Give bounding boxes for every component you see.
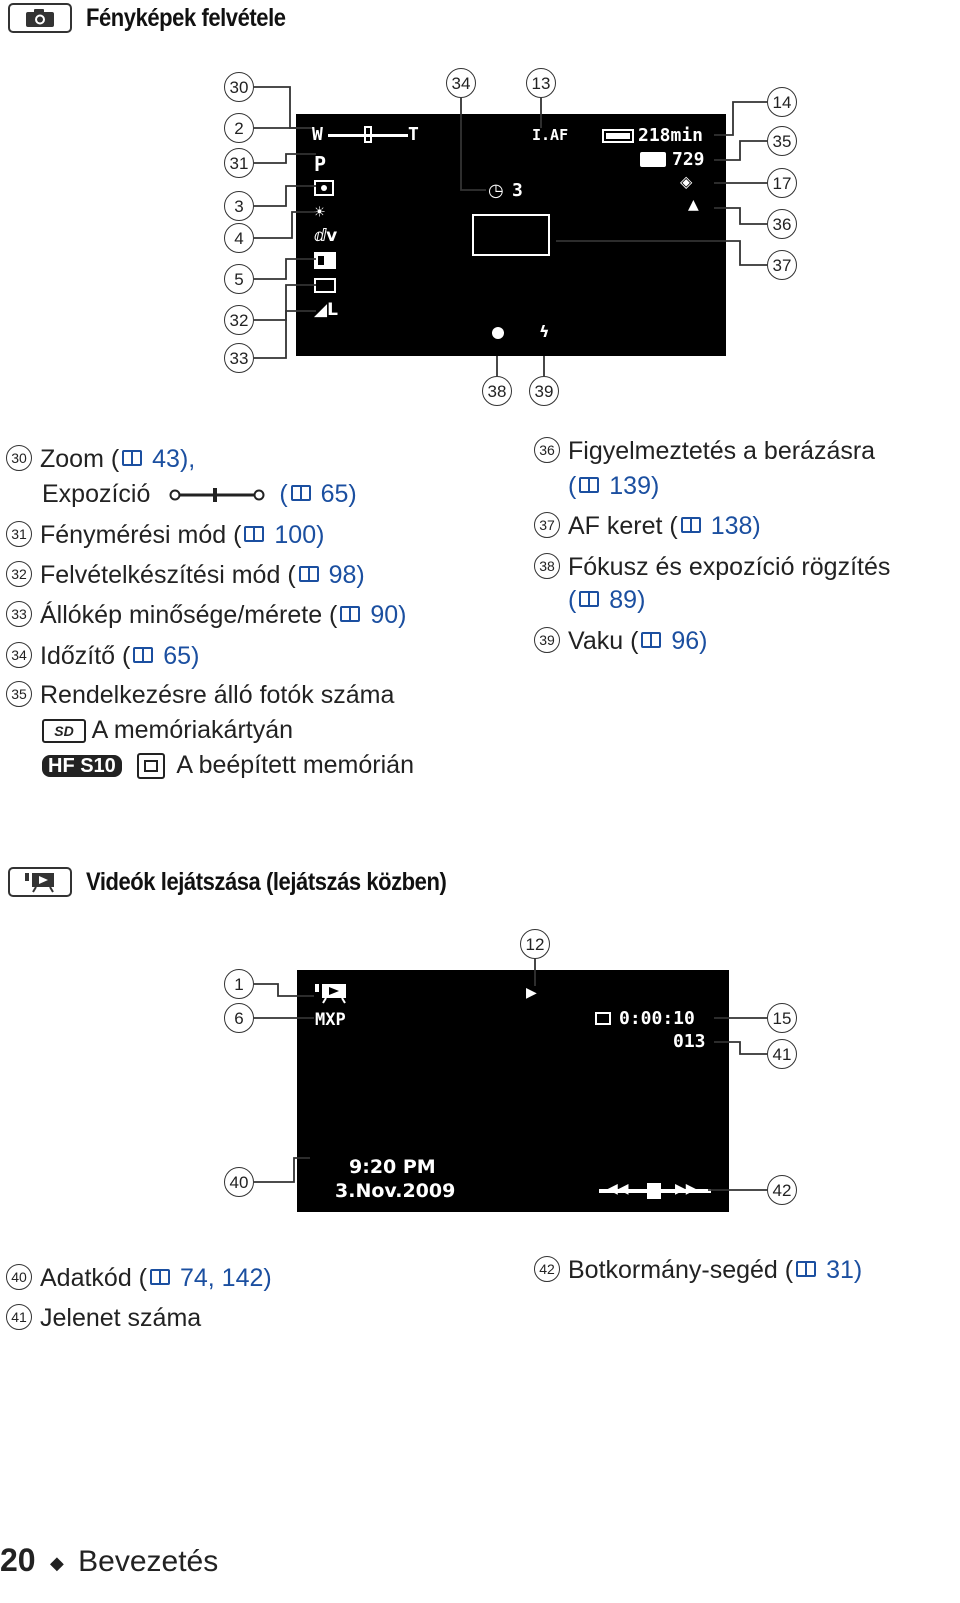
photo-count: 729 xyxy=(672,149,705,170)
book-icon xyxy=(340,606,360,622)
rewind-icon: ◀◀ xyxy=(607,1181,629,1197)
callout-34: 34 xyxy=(446,68,476,98)
legend-item-data-code: 40 Adatkód ( 74, 142) xyxy=(6,1266,272,1292)
callout-41: 41 xyxy=(767,1039,797,1069)
legend-item-recording-program: 32 Felvételkészítési mód ( 98) xyxy=(6,563,365,589)
legend-item-flash: 39 Vaku ( 96) xyxy=(534,629,708,655)
callout-1: 1 xyxy=(224,969,254,999)
white-balance-icon: ☀ xyxy=(314,202,325,223)
callout-40: 40 xyxy=(224,1167,254,1197)
model-badge: HF S10 xyxy=(42,755,122,777)
callout-3: 3 xyxy=(224,191,254,221)
builtin-memory-icon xyxy=(137,753,165,779)
book-icon xyxy=(244,526,264,542)
book-icon xyxy=(641,632,661,648)
callout-14: 14 xyxy=(767,87,797,117)
callout-42: 42 xyxy=(767,1175,797,1205)
page-number: 20 xyxy=(0,1542,36,1578)
legend-item-metering: 31 Fénymérési mód ( 100) xyxy=(6,523,324,549)
legend-item-focus-lock-ref: ( 89) xyxy=(568,586,646,614)
playback-icon xyxy=(8,867,72,897)
callout-6: 6 xyxy=(224,1003,254,1033)
diamond-icon: ◆ xyxy=(49,1552,64,1573)
legend-item-available-shots: 35 Rendelkezésre álló fotók száma xyxy=(6,683,394,709)
book-icon xyxy=(681,517,701,533)
legend-item-memory-card: SD A memóriakártyán xyxy=(42,718,293,743)
quality-mode: MXP xyxy=(315,1010,346,1030)
legend-item-builtin-memory: HF S10 A beépített memórián xyxy=(42,753,414,779)
callout-38: 38 xyxy=(482,376,512,406)
callout-31: 31 xyxy=(224,148,254,178)
flash-icon: ϟ xyxy=(539,322,550,341)
image-effect-icon: ⅆv xyxy=(314,226,338,246)
footer-section: Bevezetés xyxy=(78,1545,219,1578)
sd-card-icon: SD xyxy=(42,719,86,743)
book-icon xyxy=(579,477,599,493)
callout-lines-2 xyxy=(0,900,960,1240)
book-icon xyxy=(122,450,142,466)
section-title: Fényképek felvétele xyxy=(86,3,286,32)
book-icon xyxy=(299,566,319,582)
legend-item-shake-warning: 36 Figyelmeztetés a berázásra xyxy=(534,439,875,465)
legend-item-photo-quality: 33 Állókép minősége/mérete ( 90) xyxy=(6,603,406,629)
callout-13: 13 xyxy=(526,68,556,98)
callout-4: 4 xyxy=(224,223,254,253)
callout-33: 33 xyxy=(224,343,254,373)
legend-item-scene-number: 41 Jelenet száma xyxy=(6,1306,201,1332)
zoom-t-label: T xyxy=(408,124,419,145)
section-header-playback xyxy=(8,867,496,897)
callout-39: 39 xyxy=(529,376,559,406)
legend-item-zoom: 30 Zoom ( 43), xyxy=(6,447,195,473)
legend-item-exposure: Expozíció ( 65) xyxy=(42,480,357,508)
mode-label: P xyxy=(314,152,327,176)
zoom-w-label: W xyxy=(312,124,323,145)
fast-forward-icon: ▶▶ xyxy=(675,1181,697,1197)
exposure-bar-icon xyxy=(169,487,265,503)
quality-icon: ◢L xyxy=(314,300,338,320)
af-mode-label: I.AF xyxy=(532,126,569,144)
shake-warning-icon: ◈ xyxy=(680,172,693,191)
play-icon: ▶ xyxy=(526,985,537,1001)
self-timer-icon: ◷ xyxy=(488,180,504,201)
data-code-time: 9:20 PM xyxy=(349,1156,436,1178)
callout-2: 2 xyxy=(224,113,254,143)
battery-time: 218min xyxy=(638,125,704,146)
book-icon xyxy=(133,647,153,663)
callout-17: 17 xyxy=(767,168,797,198)
legend-item-shake-warning-ref: ( 139) xyxy=(568,472,660,500)
callout-15: 15 xyxy=(767,1003,797,1033)
data-code-date: 3.Nov.2009 xyxy=(335,1180,456,1202)
book-icon xyxy=(150,1269,170,1285)
legend-item-focus-lock: 38 Fókusz és expozíció rögzítés xyxy=(534,555,890,581)
callout-5: 5 xyxy=(224,264,254,294)
book-icon xyxy=(796,1261,816,1277)
book-icon xyxy=(579,591,599,607)
callout-37: 37 xyxy=(767,250,797,280)
legend-item-af-frame: 37 AF keret ( 138) xyxy=(534,514,761,540)
self-timer-value: 3 xyxy=(512,180,523,201)
callout-35: 35 xyxy=(767,126,797,156)
callout-36: 36 xyxy=(767,209,797,239)
page-footer xyxy=(0,1542,218,1579)
book-icon xyxy=(291,485,311,501)
mic-icon: ▲ xyxy=(688,197,699,213)
callout-12: 12 xyxy=(520,929,550,959)
section-title: Videók lejátszása (lejátszás közben) xyxy=(86,867,447,896)
callout-30: 30 xyxy=(224,72,254,102)
legend-item-self-timer: 34 Időzítő ( 65) xyxy=(6,644,199,670)
callout-32: 32 xyxy=(224,305,254,335)
scene-number: 013 xyxy=(673,1031,706,1052)
timecode: 0:00:10 xyxy=(619,1008,695,1029)
callout-lines-1 xyxy=(0,0,960,420)
legend-item-joystick-guide: 42 Botkormány-segéd ( 31) xyxy=(534,1258,862,1284)
